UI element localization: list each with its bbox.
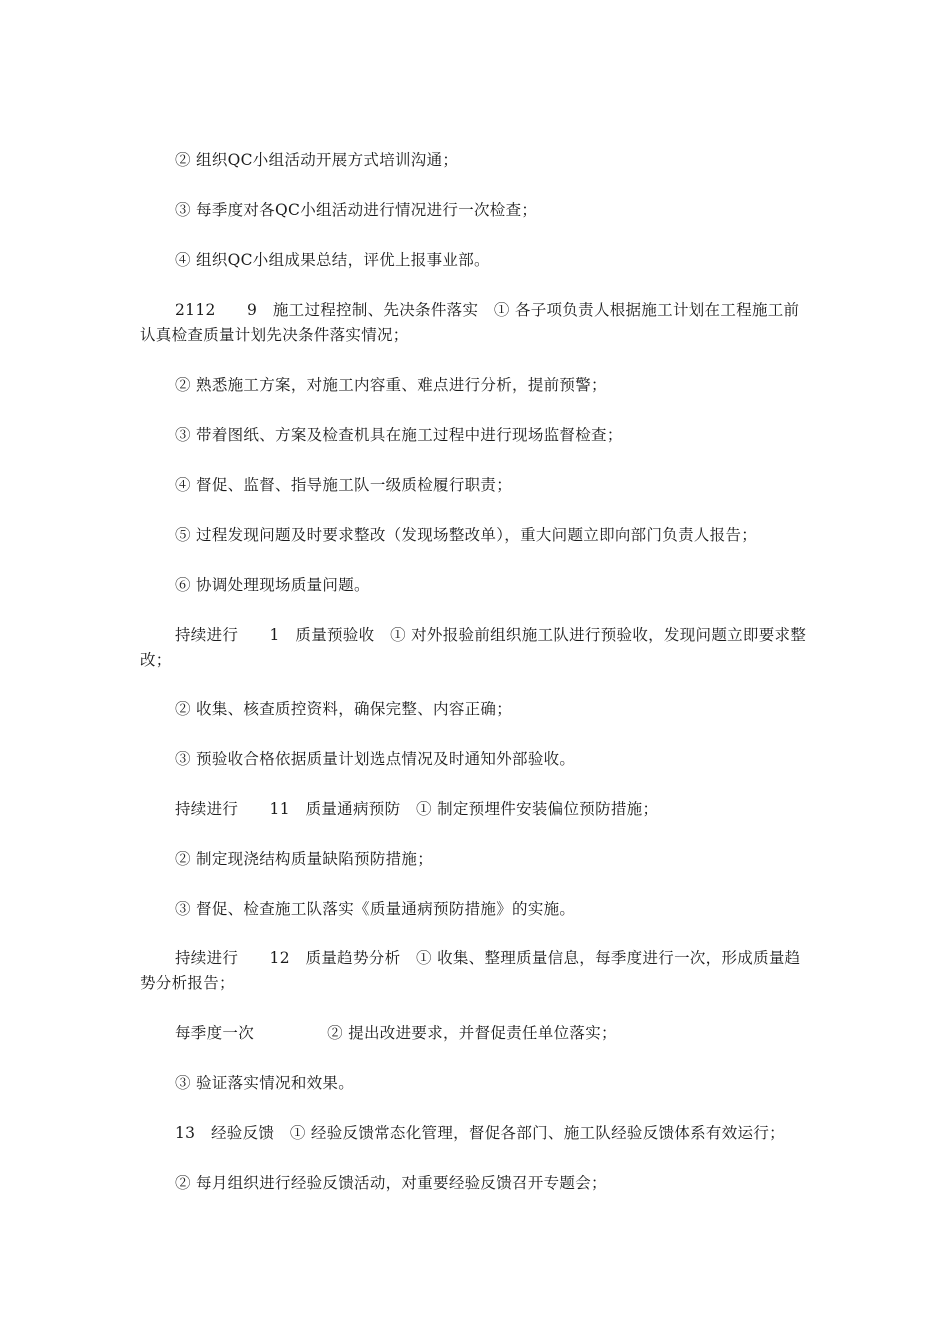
paragraph: 13 经验反馈 ① 经验反馈常态化管理，督促各部门、施工队经验反馈体系有效运行； [175,1124,785,1142]
paragraph: 2112 9 施工过程控制、先决条件落实 ① 各子项负责人根据施工计划在工程施工前认真检查质量计划先决条件落实情况； [140,301,800,344]
paragraph: ④ 组织QC小组成果总结，评优上报事业部。 [175,251,490,269]
paragraph: ② 每月组织进行经验反馈活动，对重要经验反馈召开专题会； [175,1174,607,1192]
paragraph: ④ 督促、监督、指导施工队一级质检履行职责； [175,476,513,494]
paragraph: ③ 每季度对各QC小组活动进行情况进行一次检查； [175,201,538,219]
paragraph: ③ 带着图纸、方案及检查机具在施工过程中进行现场监督检查； [175,426,623,444]
paragraph: ② 组织QC小组活动开展方式培训沟通； [175,151,459,169]
paragraph: ② 熟悉施工方案，对施工内容重、难点进行分析，提前预警； [175,376,607,394]
paragraph: 持续进行 1 质量预验收 ① 对外报验前组织施工队进行预验收，发现问题立即要求整改； [140,626,807,669]
paragraph: 持续进行 12 质量趋势分析 ① 收集、整理质量信息，每季度进行一次，形成质量趋势分析报告； [140,949,801,992]
paragraph: ③ 预验收合格依据质量计划选点情况及时通知外部验收。 [175,750,576,768]
paragraph: ⑥ 协调处理现场质量问题。 [175,576,370,594]
paragraph: ② 制定现浇结构质量缺陷预防措施； [175,850,434,868]
paragraph: ② 收集、核查质控资料，确保完整、内容正确； [175,700,513,718]
paragraph: ⑤ 过程发现问题及时要求整改（发现场整改单），重大问题立即向部门负责人报告； [175,526,758,544]
paragraph: ③ 验证落实情况和效果。 [175,1074,355,1092]
paragraph: ③ 督促、检查施工队落实《质量通病预防措施》的实施。 [175,900,576,918]
paragraph: 每季度一次 ② 提出改进要求，并督促责任单位落实； [175,1024,617,1042]
paragraph: 持续进行 11 质量通病预防 ① 制定预埋件安装偏位预防措施； [175,800,659,818]
